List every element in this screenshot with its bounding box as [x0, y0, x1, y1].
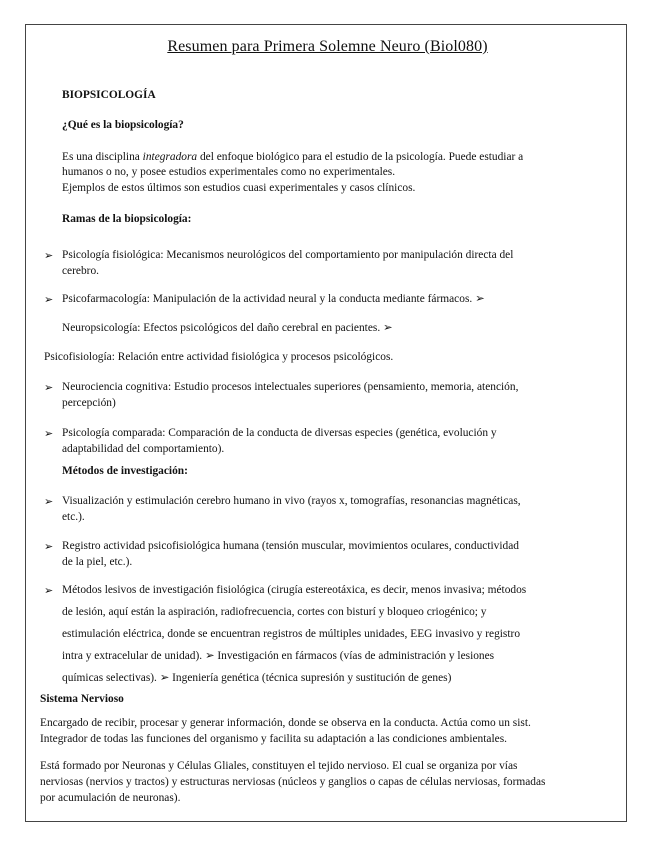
- bullet-icon: ➢: [44, 250, 54, 262]
- section-heading-biopsicologia: BIOPSICOLOGÍA: [62, 89, 156, 101]
- rama-psicologia-comparada-cont: adaptabilidad del comportamiento).: [62, 443, 225, 455]
- rama-psicologia-fisiologica-cont: cerebro.: [62, 265, 99, 277]
- sistema-nervioso-p2-line-1: Está formado por Neuronas y Células Gliales, constituyen el tejido nervioso. El cual se organiza por vías: [40, 760, 518, 772]
- bullet-icon: ➢: [44, 294, 54, 306]
- rama-neuropsicologia: Neuropsicología: Efectos psicológicos del daño cerebral en pacientes. ➢: [62, 322, 393, 334]
- definition-emphasis: integradora: [142, 151, 198, 163]
- bullet-icon: ➢: [44, 541, 54, 553]
- bullet-icon: ➢: [44, 496, 54, 508]
- rama-neurociencia-cognitiva-cont: percepción): [62, 397, 116, 409]
- sistema-nervioso-p2-line-2: nerviosas (nervios y tractos) y estructuras nerviosas (núcleos y ganglios o capas de células nerviosas, formadas: [40, 776, 546, 788]
- metodo-visualizacion: Visualización y estimulación cerebro humano in vivo (rayos x, tomografías, resonancias magnéticas,: [62, 495, 521, 507]
- sistema-nervioso-p1-line-1: Encargado de recibir, procesar y generar información, donde se observa en la conducta. Actúa como un sist.: [40, 717, 531, 729]
- bullet-icon: ➢: [44, 585, 54, 597]
- rama-psicofisiologia: Psicofisiología: Relación entre actividad fisiológica y procesos psicológicos.: [44, 351, 394, 363]
- subheading-ramas: Ramas de la biopsicología:: [62, 213, 192, 225]
- metodo-lesivos-2: de lesión, aquí están la aspiración, radiofrecuencia, cortes con bisturí y bloqueo criogénico; y: [62, 606, 487, 618]
- definition-line-3: Ejemplos de estos últimos son estudios cuasi experimentales y casos clínicos.: [62, 182, 416, 194]
- sistema-nervioso-p1-line-2: Integrador de todas las funciones del organismo y facilita su adaptación a las condiciones ambientales.: [40, 733, 507, 745]
- bullet-icon: ➢: [44, 428, 54, 440]
- subheading-que-es: ¿Qué es la biopsicología?: [62, 119, 184, 131]
- document-title: Resumen para Primera Solemne Neuro (Biol080): [167, 38, 488, 55]
- bullet-icon: ➢: [44, 382, 54, 394]
- metodo-lesivos-5: químicas selectivas). ➢ Ingeniería genética (técnica supresión y sustitución de genes): [62, 672, 452, 684]
- definition-line-2: humanos o no, y posee estudios experimentales como no experimentales.: [62, 166, 396, 178]
- metodo-registro: Registro actividad psicofisiológica humana (tensión muscular, movimientos oculares, conductividad: [62, 540, 519, 552]
- subheading-metodos: Métodos de investigación:: [62, 465, 188, 477]
- metodo-visualizacion-cont: etc.).: [62, 511, 85, 523]
- metodo-lesivos-3: estimulación eléctrica, donde se encuentran registros de múltiples unidades, EEG invasivo y registro: [62, 628, 521, 640]
- rama-psicologia-comparada: Psicología comparada: Comparación de la conducta de diversas especies (genética, evolución y: [62, 427, 497, 439]
- metodo-registro-cont: de la piel, etc.).: [62, 556, 133, 568]
- sistema-nervioso-p2-line-3: por acumulación de neuronas).: [40, 792, 181, 804]
- definition-line-1: [62, 150, 523, 165]
- section-heading-sistema-nervioso: Sistema Nervioso: [40, 693, 124, 705]
- rama-neurociencia-cognitiva: Neurociencia cognitiva: Estudio procesos intelectuales superiores (pensamiento, memoria, atención,: [62, 381, 519, 393]
- definition-text-b: del enfoque biológico para el estudio de la psicología. Puede estudiar a: [197, 151, 524, 163]
- rama-psicologia-fisiologica: Psicología fisiológica: Mecanismos neurológicos del comportamiento por manipulación directa del: [62, 249, 514, 261]
- metodo-lesivos-1: Métodos lesivos de investigación fisiológica (cirugía estereotáxica, es decir, menos invasiva; métodos: [62, 584, 527, 596]
- metodo-lesivos-4: intra y extracelular de unidad). ➢ Investigación en fármacos (vías de administración y lesiones: [62, 650, 495, 662]
- definition-text-a: Es una disciplina: [62, 151, 143, 163]
- rama-psicofarmacologia: Psicofarmacología: Manipulación de la actividad neural y la conducta mediante fármacos. ➢: [62, 293, 485, 305]
